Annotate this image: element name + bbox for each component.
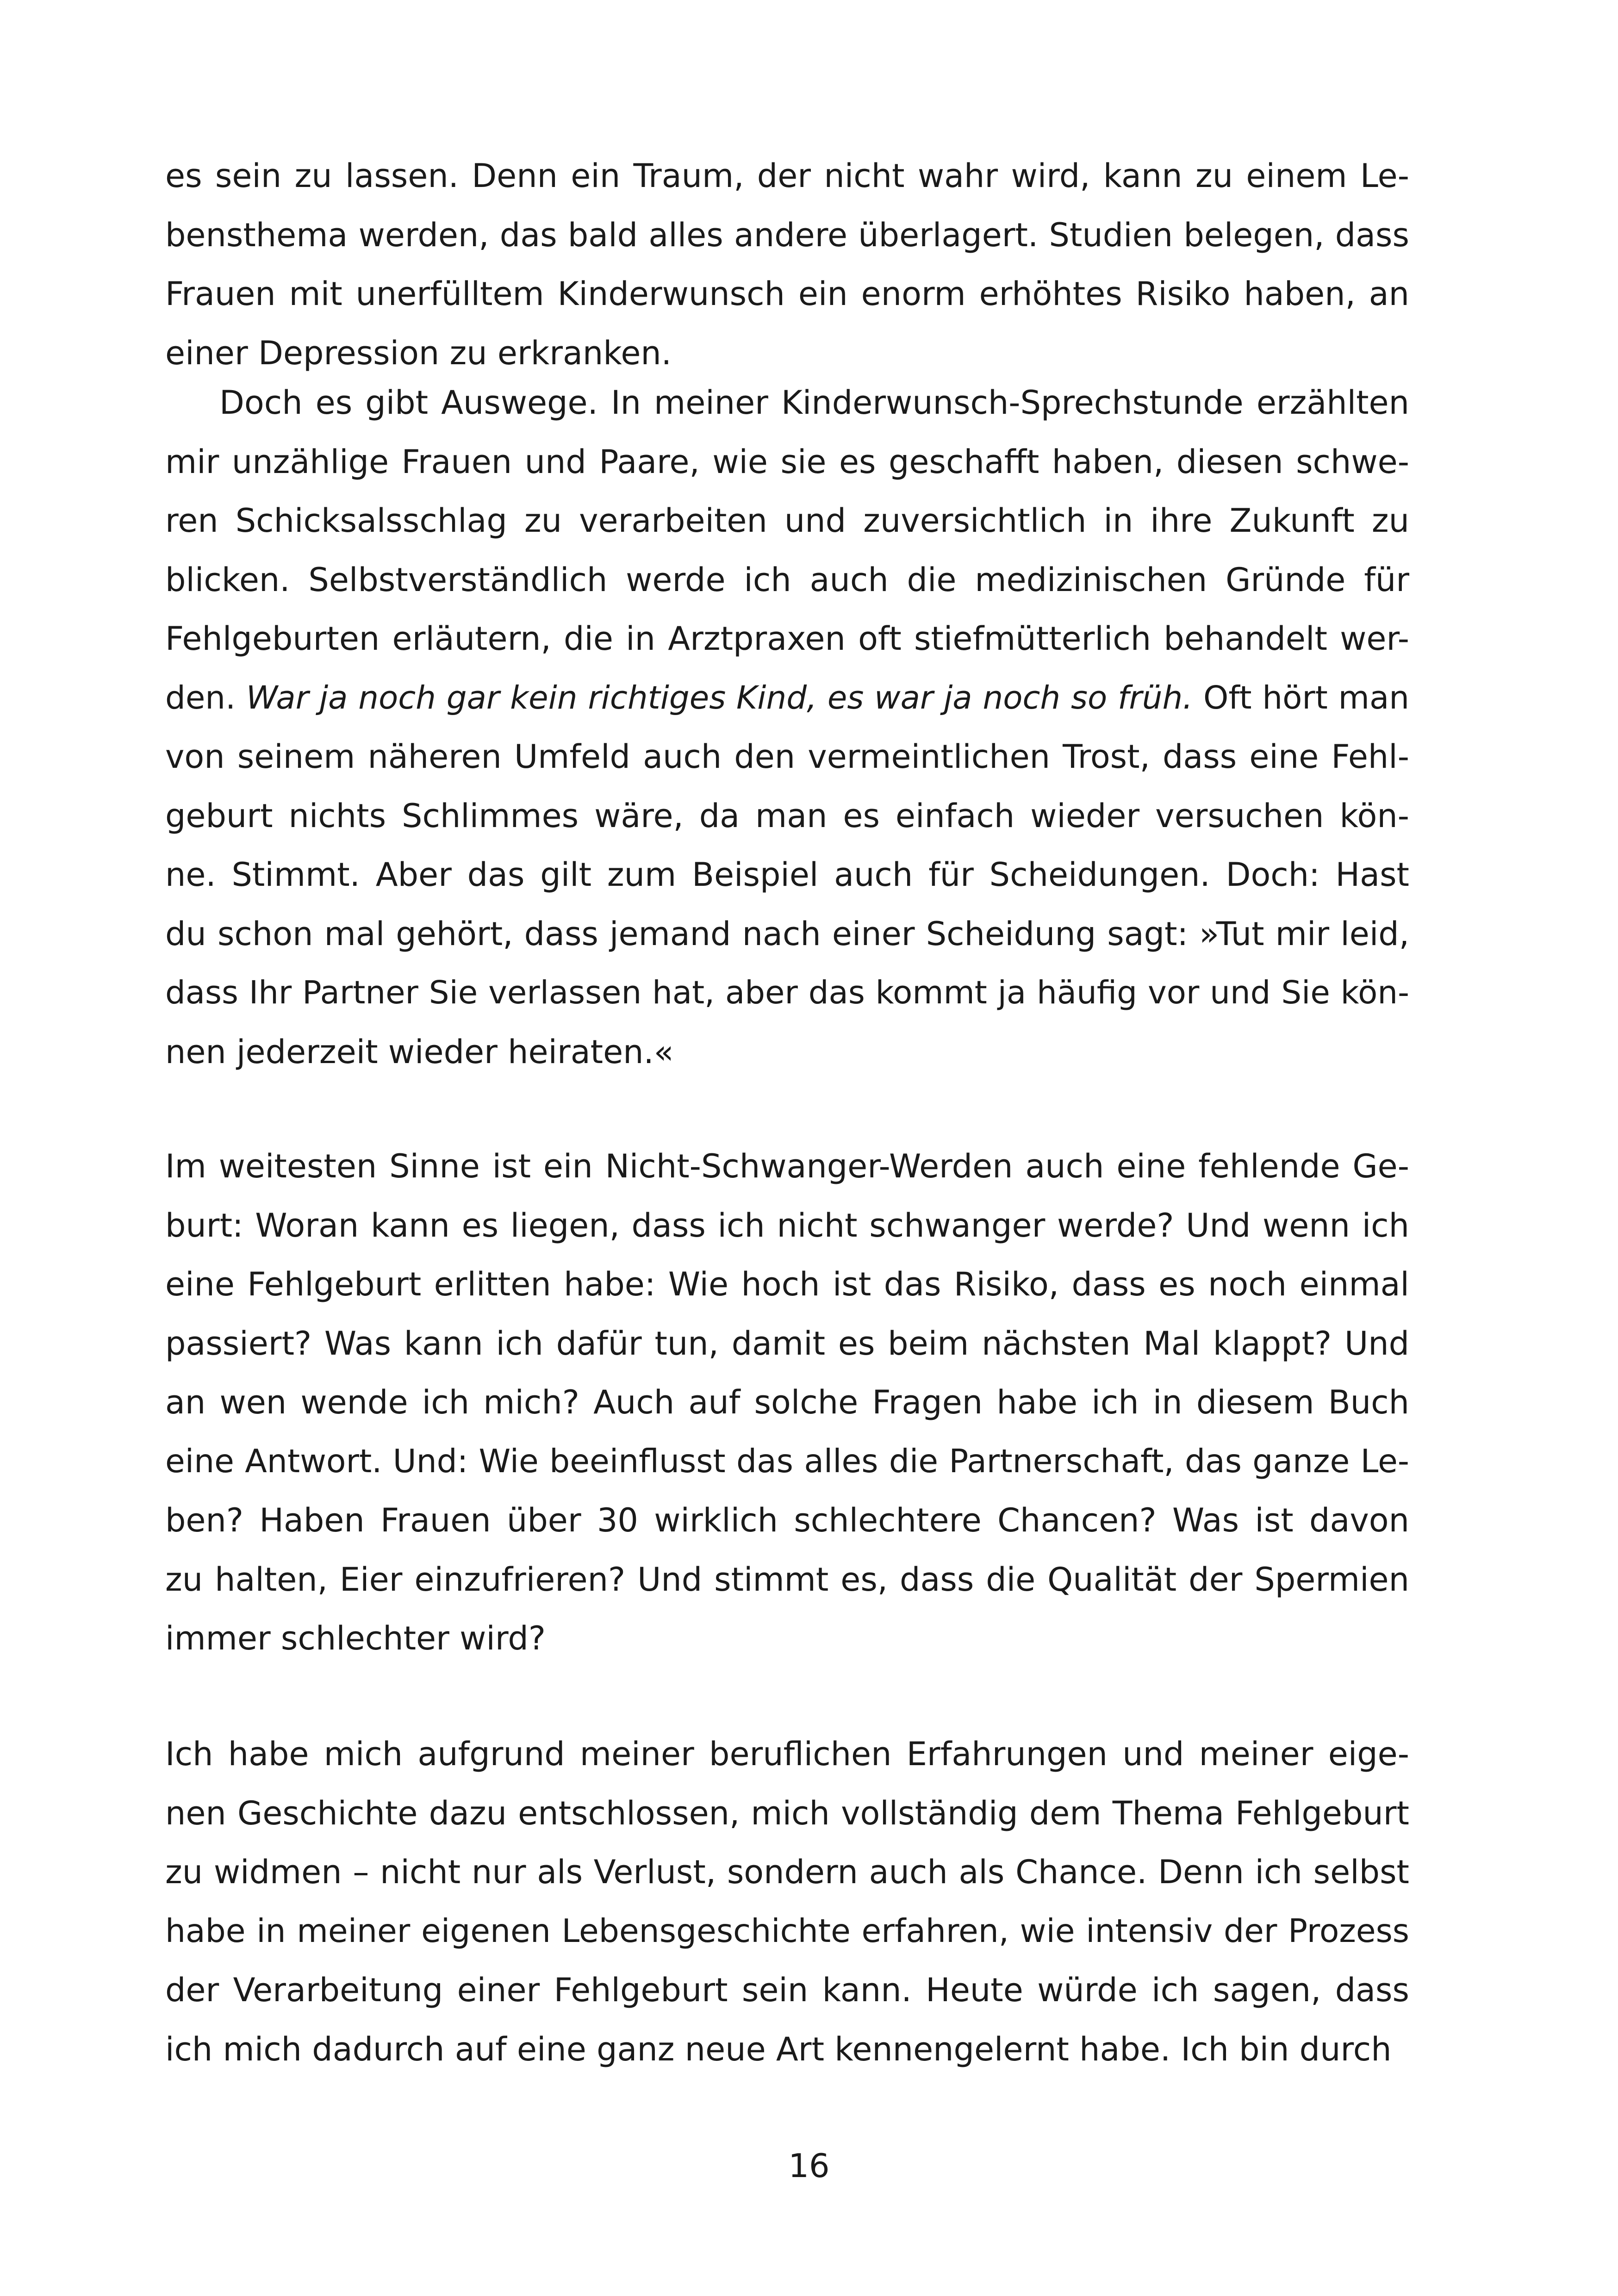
text-segment: es sein zu lassen. Denn ein Traum, der nicht wahr wird, kann zu einem Le- [165, 157, 1409, 195]
text-segment: eine Antwort. Und: Wie beeinflusst das alles die Partnerschaft, das ganze Le- [165, 1442, 1409, 1480]
text-line [165, 616, 1409, 662]
text-line [165, 1202, 1409, 1249]
text-line [165, 330, 1409, 376]
text-segment: nen Geschichte dazu entschlossen, mich vollständig dem Thema Fehlgeburt [165, 1794, 1409, 1832]
text-line [165, 1731, 1409, 1777]
text-line [165, 1908, 1409, 1954]
text-segment: geburt nichts Schlimmes wäre, da man es einfach wieder versuchen kön- [165, 796, 1409, 835]
text-line [165, 498, 1409, 544]
text-segment: passiert? Was kann ich dafür tun, damit es beim nächsten Mal klappt? Und [165, 1324, 1409, 1363]
text-line [165, 271, 1409, 317]
text-line [165, 1556, 1409, 1603]
italic-quote: War ja noch gar kein richtiges Kind, es war ja noch so früh. [246, 679, 1193, 716]
text-line [165, 557, 1409, 603]
text-line [165, 1379, 1409, 1425]
text-segment: immer schlechter wird? [165, 1619, 546, 1657]
text-segment: den. [165, 679, 246, 716]
text-segment: blicken. Selbstverständlich werde ich auch die medizinischen Gründe für [165, 560, 1409, 599]
text-line [165, 852, 1409, 898]
text-segment: an wen wende ich mich? Auch auf solche Fragen habe ich in diesem Buch [165, 1383, 1409, 1421]
text-line [165, 734, 1409, 780]
text-line [165, 1143, 1409, 1189]
page-number: 16 [788, 2147, 830, 2185]
text-segment: Oft hört man [1193, 679, 1410, 716]
text-segment: habe in meiner eigenen Lebensgeschichte erfahren, wie intensiv der Prozess [165, 1912, 1409, 1950]
text-segment: ne. Stimmt. Aber das gilt zum Beispiel auch für Scheidungen. Doch: Hast [165, 856, 1409, 894]
text-segment: Doch es gibt Auswege. In meiner Kinderwunsch-Sprechstunde erzählten [219, 384, 1409, 422]
text-line [165, 380, 1409, 426]
text-segment: ren Schicksalsschlag zu verarbeiten und zuversichtlich in ihre Zukunft zu [165, 502, 1409, 540]
text-segment: du schon mal gehört, dass jemand nach einer Scheidung sagt: »Tut mir leid, [165, 915, 1409, 953]
text-line [165, 1261, 1409, 1307]
text-segment: bensthema werden, das bald alles andere überlagert. Studien belegen, dass [165, 216, 1409, 254]
text-line [165, 970, 1409, 1016]
text-segment: nen jederzeit wieder heiraten.« [165, 1033, 674, 1071]
text-segment: Frauen mit unerfülltem Kinderwunsch ein enorm erhöhtes Risiko haben, an [165, 275, 1409, 313]
text-segment: dass Ihr Partner Sie verlassen hat, aber das kommt ja häufig vor und Sie kön- [165, 974, 1409, 1011]
text-segment: zu widmen – nicht nur als Verlust, sondern auch als Chance. Denn ich selbst [165, 1853, 1409, 1891]
text-segment: burt: Woran kann es liegen, dass ich nicht schwanger werde? Und wenn ich [165, 1206, 1409, 1244]
text-line [165, 1320, 1409, 1367]
text-line [165, 212, 1409, 258]
text-line [165, 911, 1409, 957]
text-segment: Ich habe mich aufgrund meiner beruflichen Erfahrungen und meiner eige- [165, 1735, 1409, 1773]
text-line [165, 1029, 1409, 1075]
text-line [165, 675, 1409, 721]
text-segment: von seinem näheren Umfeld auch den vermeintlichen Trost, dass eine Fehl- [165, 738, 1409, 776]
text-segment: Fehlgeburten erläutern, die in Arztpraxen oft stiefmütterlich behandelt wer- [165, 620, 1409, 658]
text-segment: ben? Haben Frauen über 30 wirklich schlechtere Chancen? Was ist davon [165, 1501, 1409, 1539]
text-segment: mir unzählige Frauen und Paare, wie sie es geschafft haben, diesen schwe- [165, 442, 1409, 481]
text-line [165, 1615, 1409, 1661]
text-segment: eine Fehlgeburt erlitten habe: Wie hoch ist das Risiko, dass es noch einmal [165, 1265, 1409, 1303]
text-segment: der Verarbeitung einer Fehlgeburt sein kann. Heute würde ich sagen, dass [165, 1971, 1409, 2009]
text-segment: Im weitesten Sinne ist ein Nicht-Schwanger-Werden auch eine fehlende Ge- [165, 1147, 1409, 1185]
text-line [165, 153, 1409, 199]
text-line [165, 2026, 1409, 2072]
text-line [165, 1967, 1409, 2013]
text-segment: zu halten, Eier einzufrieren? Und stimmt es, dass die Qualität der Spermien [165, 1560, 1409, 1599]
text-line [165, 1497, 1409, 1543]
text-line [165, 439, 1409, 485]
text-line [165, 1438, 1409, 1485]
text-line [165, 1790, 1409, 1836]
text-segment: einer Depression zu erkranken. [165, 334, 672, 372]
text-segment: ich mich dadurch auf eine ganz neue Art kennengelernt habe. Ich bin durch [165, 2030, 1392, 2068]
text-line [165, 1849, 1409, 1895]
text-line [165, 793, 1409, 839]
